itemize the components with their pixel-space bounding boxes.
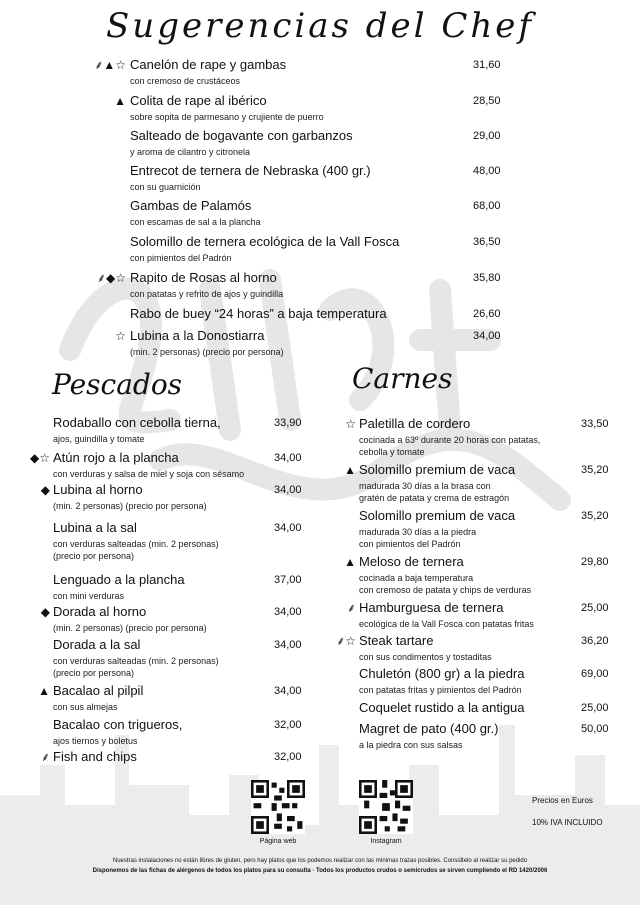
- dish-description: gratén de patata y crema de estragón: [359, 493, 510, 503]
- menu-item: [359, 508, 515, 550]
- prices-currency-note: Precios en Euros: [532, 796, 593, 805]
- menu-item: [359, 633, 492, 663]
- menu-item: [359, 700, 525, 716]
- dish-price: 31,60: [473, 59, 501, 71]
- dish-name: Hamburguesa de ternera: [359, 600, 504, 615]
- allergen-icons: ⸙◆☆: [97, 271, 126, 285]
- dish-name: Chuletón (800 gr) a la piedra: [359, 666, 525, 681]
- dish-name: Atún rojo a la plancha: [53, 450, 179, 465]
- dish-price: 29,00: [473, 130, 501, 142]
- dish-description: con su guarnición: [130, 182, 201, 192]
- dish-price: 50,00: [581, 723, 609, 735]
- dish-price: 35,80: [473, 272, 501, 284]
- menu-item: [53, 717, 182, 747]
- dish-description: madurada 30 días a la piedra: [359, 527, 477, 537]
- menu-item: [130, 57, 286, 87]
- dish-name: Fish and chips: [53, 749, 137, 764]
- dish-description: cebolla y tomate: [359, 447, 425, 457]
- dish-name: Steak tartare: [359, 633, 434, 648]
- menu-item: [359, 600, 534, 630]
- dish-price: 33,90: [274, 417, 302, 429]
- allergen-icons: ▲: [344, 555, 356, 569]
- allergen-icons: ◆: [40, 483, 50, 497]
- dish-price: 36,50: [473, 236, 501, 248]
- dish-name: Gambas de Palamós: [130, 198, 252, 213]
- menu-item: [130, 234, 399, 264]
- menu-item: [130, 163, 371, 193]
- pescados-title: Pescados: [52, 368, 183, 401]
- dish-name: Meloso de ternera: [359, 554, 464, 569]
- dish-description: con verduras y salsa de miel y soja con sésamo: [53, 469, 245, 479]
- menu-item: [53, 450, 244, 480]
- dish-price: 34,00: [274, 685, 302, 697]
- dish-description: con pimientos del Padrón: [359, 539, 461, 549]
- allergen-icons: ☆: [345, 417, 356, 431]
- dish-price: 34,00: [274, 606, 302, 618]
- dish-price: 34,00: [274, 484, 302, 496]
- dish-price: 35,20: [581, 510, 609, 522]
- dish-price: 34,00: [274, 522, 302, 534]
- dish-description: cocinada a 63º durante 20 horas con patatas,: [359, 435, 541, 445]
- dish-name: Entrecot de ternera de Nebraska (400 gr.): [130, 163, 371, 178]
- dish-description: con verduras salteadas (min. 2 personas): [53, 656, 219, 666]
- qr-code-web-icon[interactable]: [251, 780, 305, 834]
- gluten-notice: Nuestras instalaciones no están libres de gluten, pero hay platos que los podemos realizar con las mínimas trazas posibles. Consúltelo al realizar su pedido: [112, 858, 528, 864]
- allergen-notice: Disponemos de las fichas de alérgenos de todos los platos para su consulta · Todos los productos crudos o semicrudos se sirven cumpliendo el RD 1420/2006: [92, 868, 548, 874]
- dish-price: 37,00: [274, 574, 302, 586]
- allergen-icons: ⸙: [40, 750, 50, 764]
- dish-description: (min. 2 personas) (precio por persona): [53, 623, 207, 633]
- menu-item: [130, 93, 324, 123]
- dish-description: ecológica de la Vall Fosca con patatas fritas: [359, 619, 534, 629]
- dish-name: Rodaballo con cebolla tierna,: [53, 415, 221, 430]
- iva-note: 10% IVA INCLUIDO: [532, 818, 603, 827]
- dish-name: Dorada a la sal: [53, 637, 141, 652]
- dish-description: ajos tiernos y boletus: [53, 736, 138, 746]
- menu-item: [130, 198, 261, 228]
- menu-item: [53, 604, 207, 634]
- menu-item: [359, 721, 498, 751]
- dish-description: con sus condimentos y tostaditas: [359, 652, 492, 662]
- dish-name: Rabo de buey “24 horas” a baja temperatura: [130, 306, 387, 321]
- dish-description: y aroma de cilantro y citronela: [130, 147, 251, 157]
- dish-price: 34,00: [274, 452, 302, 464]
- dish-price: 32,00: [274, 719, 302, 731]
- menu-item: [53, 683, 143, 713]
- dish-description: madurada 30 días a la brasa con: [359, 481, 491, 491]
- dish-description: con patatas fritas y pimientos del Padrón: [359, 685, 522, 695]
- dish-price: 36,20: [581, 635, 609, 647]
- dish-description: con cremoso de patata y chips de verduras: [359, 585, 532, 595]
- dish-price: 35,20: [581, 464, 609, 476]
- dish-name: Paletilla de cordero: [359, 416, 471, 431]
- dish-name: Magret de pato (400 gr.): [359, 721, 499, 736]
- menu-item: [53, 637, 219, 679]
- dish-name: Coquelet rustido a la antigua: [359, 700, 525, 715]
- menu-item: [359, 554, 531, 596]
- dish-name: Solomillo premium de vaca: [359, 462, 516, 477]
- allergen-icons: ▲: [114, 94, 126, 108]
- dish-description: (precio por persona): [53, 551, 135, 561]
- dish-name: Dorada al horno: [53, 604, 147, 619]
- dish-price: 68,00: [473, 200, 501, 212]
- dish-description: cocinada a baja temperatura: [359, 573, 474, 583]
- dish-price: 69,00: [581, 668, 609, 680]
- menu-item: [53, 572, 185, 602]
- dish-price: 33,50: [581, 418, 609, 430]
- dish-price: 28,50: [473, 95, 501, 107]
- dish-description: con sus almejas: [53, 702, 118, 712]
- menu-item: [359, 462, 515, 504]
- menu-item: [359, 416, 540, 458]
- dish-price: 32,00: [274, 751, 302, 763]
- dish-price: 34,00: [473, 330, 501, 342]
- dish-price: 48,00: [473, 165, 501, 177]
- menu-item: [53, 520, 219, 562]
- qr-web-label: Página web: [259, 838, 297, 845]
- dish-name: Bacalao al pilpil: [53, 683, 144, 698]
- dish-name: Colita de rape al ibérico: [130, 93, 267, 108]
- allergen-icons: ▲: [344, 463, 356, 477]
- qr-code-instagram-icon[interactable]: [359, 780, 413, 834]
- dish-name: Bacalao con trigueros,: [53, 717, 183, 732]
- dish-description: con pimientos del Padrón: [130, 253, 232, 263]
- allergen-icons: ⸙▲☆: [94, 58, 126, 72]
- menu-item: [53, 749, 137, 765]
- dish-description: sobre sopita de parmesano y crujiente de puerro: [130, 112, 324, 122]
- allergen-icons: ⸙☆: [336, 634, 356, 648]
- menu-item: [130, 328, 284, 358]
- allergen-icons: ▲: [38, 684, 50, 698]
- dish-description: a la piedra con sus salsas: [359, 740, 463, 750]
- dish-name: Lenguado a la plancha: [53, 572, 185, 587]
- dish-price: 34,00: [274, 639, 302, 651]
- menu-item: [130, 270, 283, 300]
- dish-name: Solomillo de ternera ecológica de la Vall Fosca: [130, 234, 400, 249]
- dish-description: con patatas y refrito de ajos y guindilla: [130, 289, 284, 299]
- menu-item: [359, 666, 525, 696]
- qr-instagram-label: Instagram: [370, 838, 402, 845]
- menu-item: [53, 415, 221, 445]
- dish-name: Lubina a la Donostiarra: [130, 328, 265, 343]
- dish-name: Canelón de rape y gambas: [130, 57, 287, 72]
- dish-description: (precio por persona): [53, 668, 135, 678]
- dish-price: 25,00: [581, 702, 609, 714]
- dish-name: Lubina a la sal: [53, 520, 137, 535]
- dish-description: con mini verduras: [53, 591, 125, 601]
- dish-price: 25,00: [581, 602, 609, 614]
- carnes-title: Carnes: [352, 362, 453, 395]
- dish-description: con verduras salteadas (min. 2 personas): [53, 539, 219, 549]
- dish-description: ajos, guindilla y tomate: [53, 434, 145, 444]
- dish-description: (min. 2 personas) (precio por persona): [53, 501, 207, 511]
- allergen-icons: ◆☆: [30, 451, 50, 465]
- menu-item: [53, 482, 207, 512]
- dish-name: Salteado de bogavante con garbanzos: [130, 128, 353, 143]
- allergen-icons: ◆: [40, 605, 50, 619]
- dish-description: con escamas de sal a la plancha: [130, 217, 261, 227]
- allergen-icons: ☆: [115, 329, 126, 343]
- dish-description: (min. 2 personas) (precio por persona): [130, 347, 284, 357]
- dish-name: Lubina al horno: [53, 482, 143, 497]
- dish-description: con cremoso de crustáceos: [130, 76, 241, 86]
- allergen-icons: ⸙: [346, 601, 356, 615]
- dish-price: 29,80: [581, 556, 609, 568]
- dish-name: Rapito de Rosas al horno: [130, 270, 277, 285]
- menu-item: [130, 128, 353, 158]
- dish-name: Solomillo premium de vaca: [359, 508, 516, 523]
- menu-item: [130, 306, 387, 322]
- dish-price: 26,60: [473, 308, 501, 320]
- page-title: Sugerencias del Chef: [106, 6, 534, 46]
